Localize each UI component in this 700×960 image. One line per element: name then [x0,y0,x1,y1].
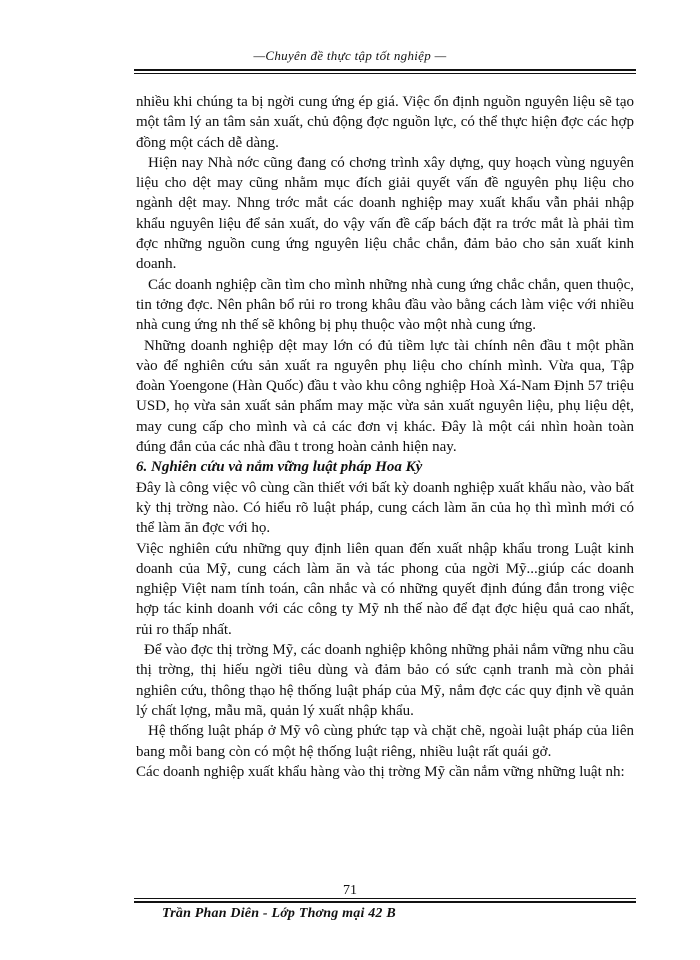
paragraph: Những doanh nghiệp dệt may lớn có đủ tiềm lực tài chính nên đầu t một phần vào để nghiên cứu sản xuất ra nguyên phụ liệu cho chính mình. Vừa qua, Tập đoàn Yoengone (Hàn Quốc) đầu t vào khu công nghiệp Hoà Xá-Nam Định 57 triệu USD, họ vừa sản xuất sản phẩm may mặc vừa sản xuất nguyên liệu, phụ liệu dệt, may cung cấp cho mình và cả các đơn vị khác. Đây là một cái nhìn hoàn toàn đúng đắn của các nhà đầu t trong hoàn cảnh hiện nay. [136,337,634,456]
running-header: —Chuyên đề thực tập tốt nghiệp — [253,48,447,63]
header-rule [134,69,636,74]
paragraph: Hệ thống luật pháp ở Mỹ vô cùng phức tạp và chặt chẽ, ngoài luật pháp của liên bang mỗi bang còn có một hệ thống luật riêng, nhiều luật rất quái gở. [136,723,634,760]
running-footer: Trần Phan Diên - Lớp Thơng mại 42 B [162,906,396,921]
paragraph: Việc nghiên cứu những quy định liên quan đến xuất nhập khẩu trong Luật kinh doanh của Mỹ, cung cách làm ăn và tác phong của ngời Mỹ...giúp các doanh nghiệp Việt nam tính toán, cân nhắc và có những quyết định đúng đắn trong việc hợp tác kinh doanh với các công ty Mỹ nh thế nào để đạt đợc hiệu quả cao nhất, rủi ro thấp nhất. [136,540,634,638]
paragraph: Đây là công việc vô cùng cần thiết với bất kỳ doanh nghiệp xuất khẩu nào, vào bất kỳ thị trờng nào. Có hiểu rõ luật pháp, cung cách làm ăn của họ thì mình mới có thể làm ăn đợc với họ. [136,479,634,537]
paragraph: Các doanh nghiệp cần tìm cho mình những nhà cung ứng chắc chắn, quen thuộc, tin tởng đợc. Nên phân bổ rủi ro trong khâu đầu vào bằng cách làm việc với nhiều nhà cung ứng nh thế sẽ không bị phụ thuộc vào một nhà cung ứng. [136,276,634,334]
section-heading: 6. Nghiên cứu và nắm vững luật pháp Hoa Kỳ [136,459,423,476]
paragraph: Để vào đợc thị trờng Mỹ, các doanh nghiệp không những phải nắm vững nhu cầu thị trờng, thị hiếu ngời tiêu dùng và đảm bảo có sức cạnh tranh mà còn phải nghiên cứu, thông thạo hệ thống luật pháp của Mỹ, nắm đợc các quy định về quản lý chất lợng, mẫu mã, quản lý xuất nhập khẩu. [136,642,634,719]
paragraph: Các doanh nghiệp xuất khẩu hàng vào thị trờng Mỹ cần nắm vững những luật nh: [136,763,625,780]
body-text [136,92,634,782]
page-number: 71 [343,883,357,898]
paragraph: nhiều khi chúng ta bị ngời cung ứng ép giá. Việc ổn định nguồn nguyên liệu sẽ tạo một tâm lý an tâm sản xuất, chủ động đợc nguồn lực, có thể thực hiện đợc các hợp đồng một cách dễ dàng. [136,94,634,151]
paragraph: Hiện nay Nhà nớc cũng đang có chơng trình xây dựng, quy hoạch vùng nguyên liệu cho dệt may cũng nhằm mục đích giải quyết vấn đề nguyên phụ liệu cho ngành dệt may. Nhng trớc mắt các doanh nghiệp may xuất khẩu vẫn phải nhập khẩu nguyên liệu để sản xuất, do vậy vấn đề cấp bách đặt ra trớc mắt là phải tìm đợc những nguồn cung ứng nguyên liệu chắc chắn, đảm bảo cho sản xuất kinh doanh. [136,154,634,273]
footer-rule [134,898,636,903]
